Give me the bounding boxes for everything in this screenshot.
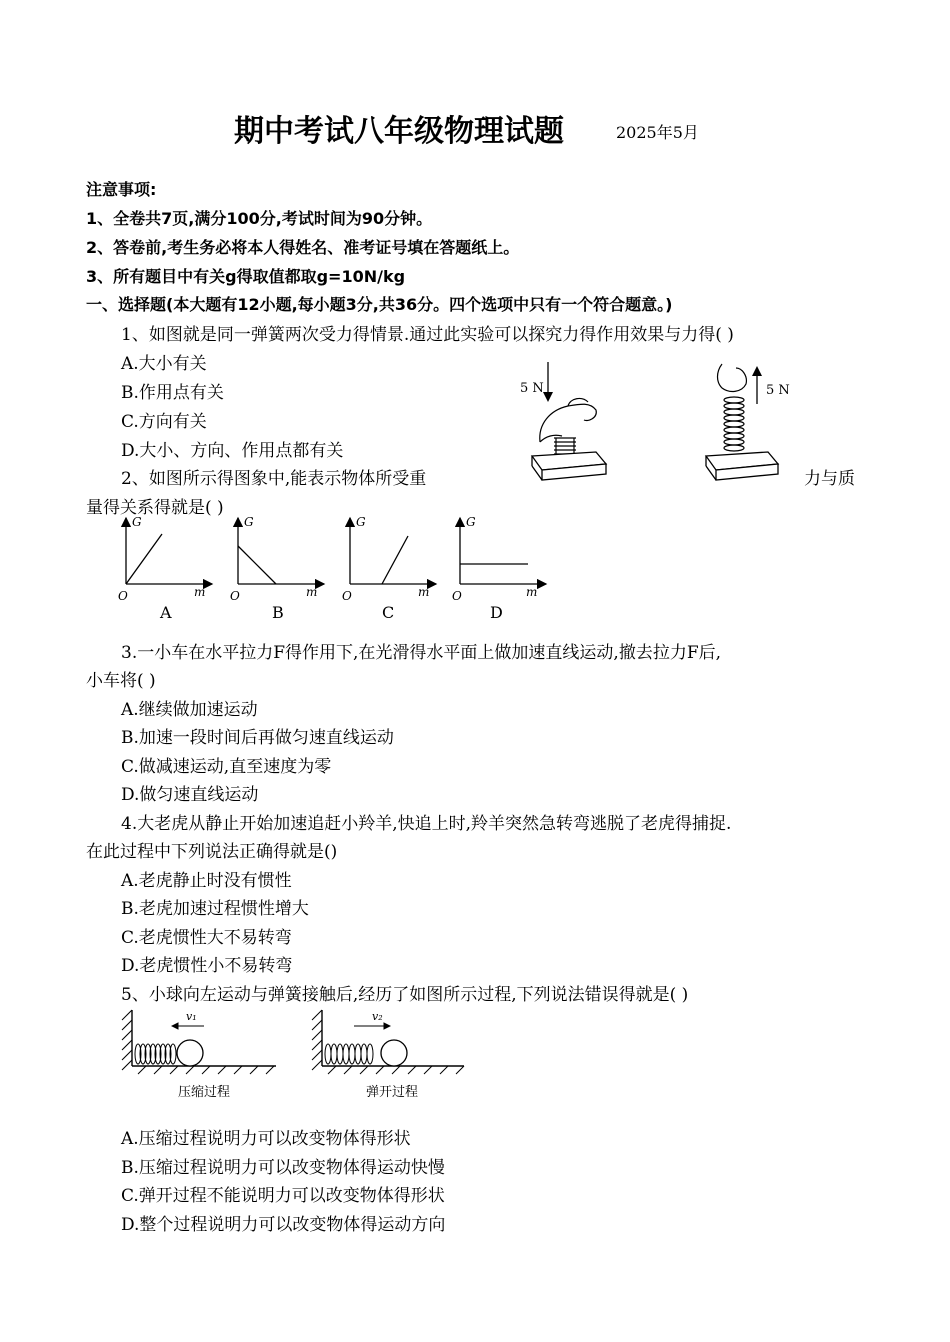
q4-option-d: D.老虎惯性小不易转弯 bbox=[121, 956, 293, 976]
q1-option-a: A.大小有关 bbox=[121, 354, 207, 374]
note-item-2: 2、答卷前,考生务必将本人得姓名、准考证号填在答题纸上。 bbox=[86, 238, 520, 257]
graph-b-xlabel: m bbox=[306, 585, 318, 599]
section-heading: 一、选择题(本大题有12小题,每小题3分,共36分。四个选项中只有一个符合题意。) bbox=[86, 295, 673, 314]
q3-stem: 3.一小车在水平拉力F得作用下,在光滑得水平面上做加速直线运动,撤去拉力F后, bbox=[121, 643, 722, 663]
graph-a bbox=[118, 515, 212, 622]
graph-b-ylabel: G bbox=[244, 515, 254, 529]
q3-option-b: B.加速一段时间后再做匀速直线运动 bbox=[121, 728, 394, 748]
q2-stem-cont: 量得关系得就是( ) bbox=[86, 498, 224, 518]
q4-option-a: A.老虎静止时没有惯性 bbox=[121, 871, 292, 891]
q1-spring-figure bbox=[510, 358, 810, 490]
q1-option-d: D.大小、方向、作用点都有关 bbox=[121, 441, 344, 461]
graph-a-label: A bbox=[160, 603, 172, 622]
spring-stretched-figure bbox=[706, 364, 790, 480]
graph-c-label: C bbox=[382, 603, 395, 622]
v2-label: v₂ bbox=[372, 1010, 383, 1023]
graph-c bbox=[342, 515, 436, 622]
q5-option-c: C.弹开过程不能说明力可以改变物体得形状 bbox=[121, 1186, 445, 1206]
note-item-1: 1、全卷共7页,满分100分,考试时间为90分钟。 bbox=[86, 209, 433, 228]
graph-b-label: B bbox=[272, 603, 284, 622]
spring-compressed-figure bbox=[520, 362, 606, 480]
graph-a-xlabel: m bbox=[194, 585, 206, 599]
exam-date: 2025年5月 bbox=[616, 123, 699, 142]
q3-option-c: C.做减速运动,直至速度为零 bbox=[121, 757, 332, 777]
graph-b-origin: O bbox=[230, 589, 240, 603]
q3-option-d: D.做匀速直线运动 bbox=[121, 785, 259, 805]
graph-a-ylabel: G bbox=[132, 515, 142, 529]
q2-stem-right: 力与质 bbox=[804, 469, 855, 489]
q2-stem-left: 2、如图所示得图象中,能表示物体所受重 bbox=[121, 469, 427, 489]
notes-heading: 注意事项: bbox=[86, 180, 157, 199]
graph-c-xlabel: m bbox=[418, 585, 430, 599]
q1-option-b: B.作用点有关 bbox=[121, 383, 224, 403]
q5-spring-ball-figure bbox=[118, 1004, 470, 1104]
q1-option-c: C.方向有关 bbox=[121, 412, 207, 432]
graph-d-xlabel: m bbox=[526, 585, 538, 599]
q2-graphs bbox=[112, 512, 552, 627]
compression-caption: 压缩过程 bbox=[178, 1085, 231, 1100]
graph-a-origin: O bbox=[118, 589, 128, 603]
note-item-3: 3、所有题目中有关g得取值都取g=10N/kg bbox=[86, 267, 406, 286]
force-label-left: 5 N bbox=[520, 381, 544, 396]
q3-option-a: A.继续做加速运动 bbox=[121, 700, 258, 720]
q4-stem-cont: 在此过程中下列说法正确得就是() bbox=[86, 842, 338, 862]
q5-option-a: A.压缩过程说明力可以改变物体得形状 bbox=[121, 1129, 411, 1149]
page-title: 期中考试八年级物理试题 bbox=[234, 114, 564, 149]
q5-stem: 5、小球向左运动与弹簧接触后,经历了如图所示过程,下列说法错误得就是( ) bbox=[121, 985, 689, 1005]
graph-d-label: D bbox=[490, 603, 503, 622]
q5-option-d: D.整个过程说明力可以改变物体得运动方向 bbox=[121, 1215, 446, 1235]
graph-d-origin: O bbox=[452, 589, 462, 603]
compression-figure bbox=[122, 1010, 276, 1100]
q4-stem: 4.大老虎从静止开始加速追赶小羚羊,快追上时,羚羊突然急转弯逃脱了老虎得捕捉. bbox=[121, 814, 732, 834]
q4-option-c: C.老虎惯性大不易转弯 bbox=[121, 928, 292, 948]
q4-option-b: B.老虎加速过程惯性增大 bbox=[121, 899, 309, 919]
q5-option-b: B.压缩过程说明力可以改变物体得运动快慢 bbox=[121, 1158, 445, 1178]
release-caption: 弹开过程 bbox=[366, 1085, 419, 1100]
graph-c-origin: O bbox=[342, 589, 352, 603]
q1-stem: 1、如图就是同一弹簧两次受力得情景.通过此实验可以探究力得作用效果与力得( ) bbox=[121, 325, 734, 345]
q3-stem-cont: 小车将( ) bbox=[86, 671, 156, 691]
graph-c-ylabel: G bbox=[356, 515, 366, 529]
release-figure bbox=[312, 1010, 464, 1100]
graph-d-ylabel: G bbox=[466, 515, 476, 529]
graph-d bbox=[452, 515, 546, 622]
v1-label: v₁ bbox=[186, 1010, 197, 1023]
graph-b bbox=[230, 515, 324, 622]
force-label-right: 5 N bbox=[766, 383, 790, 398]
